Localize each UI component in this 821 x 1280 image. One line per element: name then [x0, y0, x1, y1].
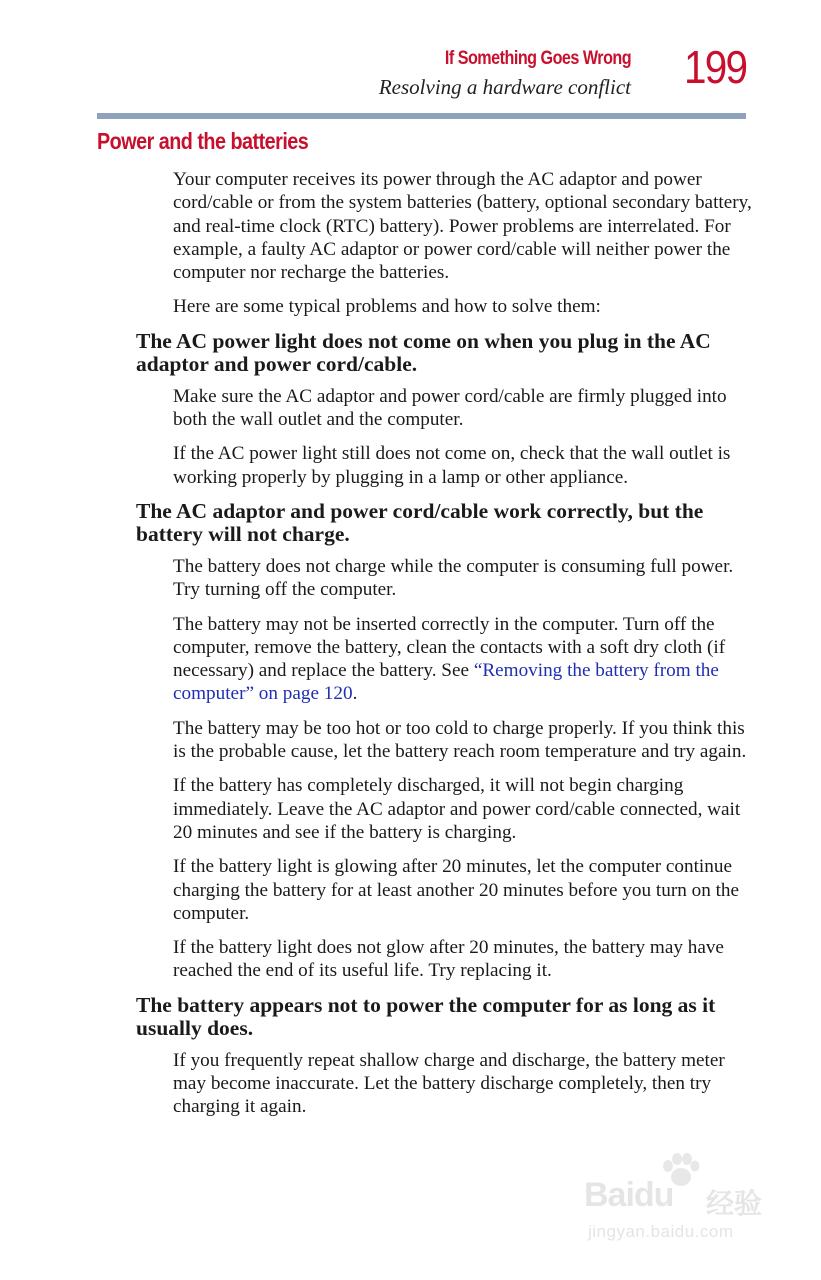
solution-paragraph: If the battery has completely discharged, it will not begin charging immediately. Leave the AC adaptor and power cord/cable connected, wait 20 minutes and see if the battery is charging.: [173, 775, 741, 843]
baidu-watermark: [580, 1152, 780, 1252]
solution-paragraph: The battery does not charge while the computer is consuming full power. Try turning off the computer.: [173, 555, 734, 601]
watermark-url: jingyan.baidu.com: [588, 1222, 734, 1241]
solution-paragraph: If the battery light does not glow after 20 minutes, the battery may have reached the end of its useful life. Try replacing it.: [173, 937, 724, 982]
page-number: 199: [684, 41, 747, 93]
header-divider: [97, 113, 746, 119]
problem-heading: The AC adaptor and power cord/cable work correctly, but the battery will not charge.: [136, 498, 704, 547]
page-content: [136, 168, 756, 1130]
paragraph-text: .: [352, 683, 358, 705]
paragraph-text: The battery may not be inserted correctly in the computer. Turn off the computer, remove the battery, clean the contacts with a soft dry cloth (if necessary) and replace the battery. See: [173, 613, 726, 682]
solution-paragraph: If the AC power light still does not come on, check that the wall outlet is working properly by plugging in a lamp or other appliance.: [173, 443, 731, 488]
watermark-chinese: 经验: [706, 1187, 763, 1220]
intro-lead-in: Here are some typical problems and how to solve them:: [173, 296, 601, 318]
problem-heading: The AC power light does not come on when you plug in the AC adaptor and power cord/cable.: [136, 328, 711, 377]
solution-paragraph: Make sure the AC adaptor and power cord/cable are firmly plugged into both the wall outlet and the computer.: [173, 385, 727, 431]
intro-paragraph: Your computer receives its power through the AC adaptor and power cord/cable or from the system batteries (battery, optional secondary battery, and real-time clock (RTC) battery). Power problems are interrelated. For example, a faulty AC adaptor or power cord/cable will neither power the computer nor recharge the batteries.: [173, 169, 752, 284]
cross-reference-link[interactable]: “Removing the battery from the computer” on page 120: [173, 660, 719, 705]
problem-heading: The battery appears not to power the computer for as long as it usually does.: [136, 992, 716, 1041]
solution-paragraph: If you frequently repeat shallow charge and discharge, the battery meter may become inaccurate. Let the battery discharge completely, then try charging it again.: [173, 1049, 725, 1118]
section-heading: Power and the batteries: [97, 128, 309, 154]
solution-paragraph: [173, 613, 753, 706]
solution-paragraph: The battery may be too hot or too cold to charge properly. If you think this is the probable cause, let the battery reach room temperature and try again.: [173, 717, 747, 763]
running-header-section: Resolving a hardware conflict: [378, 75, 631, 99]
running-header-chapter: If Something Goes Wrong: [444, 48, 631, 69]
watermark-logo: Baidu: [584, 1176, 674, 1214]
solution-paragraph: If the battery light is glowing after 20 minutes, let the computer continue charging the battery for at least another 20 minutes before you turn on the computer.: [173, 856, 740, 924]
